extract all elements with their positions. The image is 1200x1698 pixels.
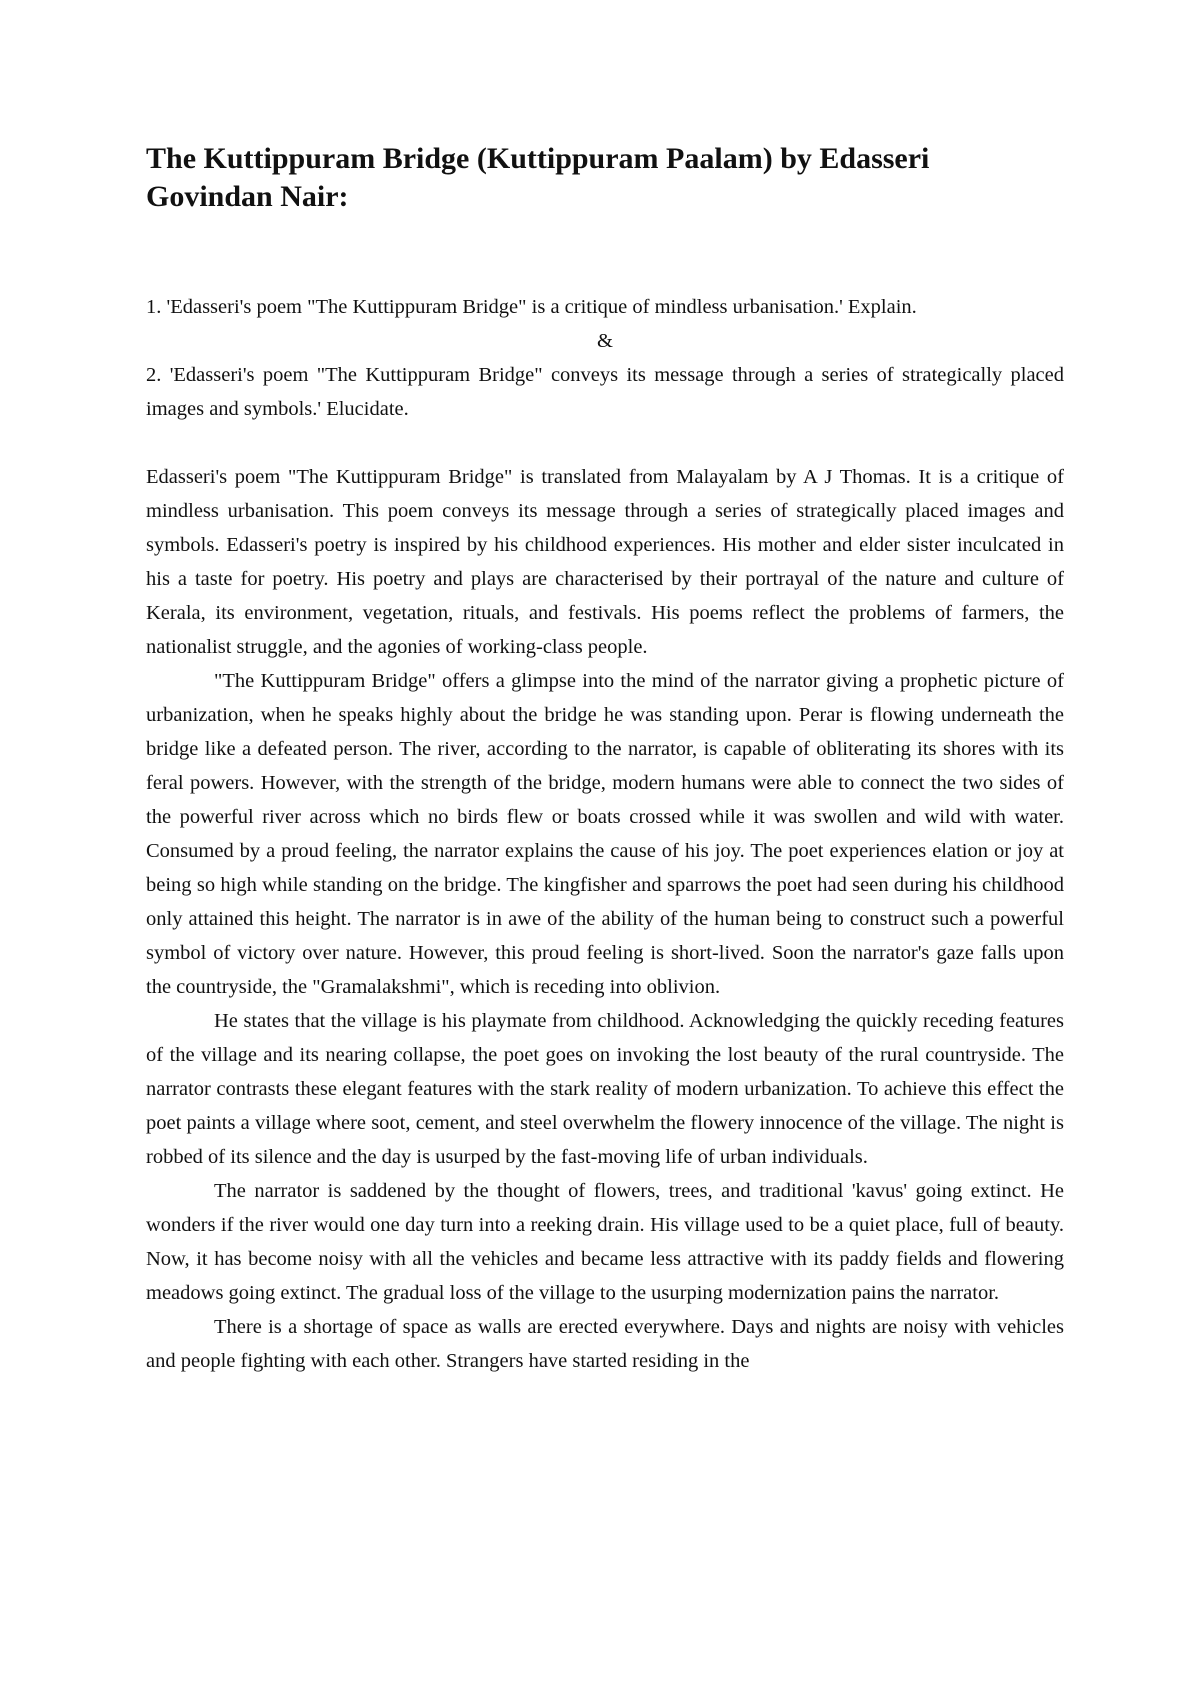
document-title: The Kuttippuram Bridge (Kuttippuram Paalam) by Edasseri Govindan Nair: — [146, 142, 930, 213]
paragraph-intro: Edasseri's poem "The Kuttippuram Bridge" is translated from Malayalam by A J Thomas. It is a critique of mindless urbanisation. This poem conveys its message through a series of strategically placed images and symbols. Edasseri's poetry is inspired by his childhood experiences. His mother and elder sister inculcated in his a taste for poetry. His poetry and plays are characterised by their portrayal of the nature and culture of Kerala, its environment, vegetation, rituals, and festivals. His poems reflect the problems of farmers, the nationalist struggle, and the agonies of working-class people. — [146, 466, 1064, 658]
question-separator: & — [597, 330, 613, 352]
paragraph-bridge: "The Kuttippuram Bridge" offers a glimpse into the mind of the narrator giving a prophetic picture of urbanization, when he speaks highly about the bridge he was standing upon. Perar is flowing underneath the bridge like a defeated person. The river, according to the narrator, is capable of obliterating its shores with its feral powers. However, with the strength of the bridge, modern humans were able to connect the two sides of the powerful river across which no birds flew or boats crossed while it was swollen and wild with water. Consumed by a proud feeling, the narrator explains the cause of his joy. The poet experiences elation or joy at being so high while standing on the bridge. The kingfisher and sparrows the poet had seen during his childhood only attained this height. The narrator is in awe of the ability of the human being to construct such a powerful symbol of victory over nature. However, this proud feeling is short-lived. Soon the narrator's gaze falls upon the countryside, the "Gramalakshmi", which is receding into oblivion. — [146, 670, 1064, 998]
paragraph-village: He states that the village is his playmate from childhood. Acknowledging the quickly receding features of the village and its nearing collapse, the poet goes on invoking the lost beauty of the rural countryside. The narrator contrasts these elegant features with the stark reality of modern urbanization. To achieve this effect the poet paints a village where soot, cement, and steel overwhelm the flowery innocence of the village. The night is robbed of its silence and the day is usurped by the fast-moving life of urban individuals. — [146, 1010, 1064, 1168]
question-1: 1. 'Edasseri's poem "The Kuttippuram Bridge" is a critique of mindless urbanisation.' Explain. — [146, 296, 917, 318]
document-content — [146, 140, 1064, 1378]
paragraph-space: There is a shortage of space as walls are erected everywhere. Days and nights are noisy with vehicles and people fighting with each other. Strangers have started residing in the — [146, 1316, 1064, 1372]
question-2: 2. 'Edasseri's poem "The Kuttippuram Bridge" conveys its message through a series of strategically placed images and symbols.' Elucidate. — [146, 364, 1064, 420]
question-block — [146, 290, 1064, 426]
paragraph-extinction: The narrator is saddened by the thought of flowers, trees, and traditional 'kavus' going extinct. He wonders if the river would one day turn into a reeking drain. His village used to be a quiet place, full of beauty. Now, it has become noisy with all the vehicles and became less attractive with its paddy fields and flowering meadows going extinct. The gradual loss of the village to the usurping modernization pains the narrator. — [146, 1180, 1064, 1304]
essay-body — [146, 460, 1064, 1378]
